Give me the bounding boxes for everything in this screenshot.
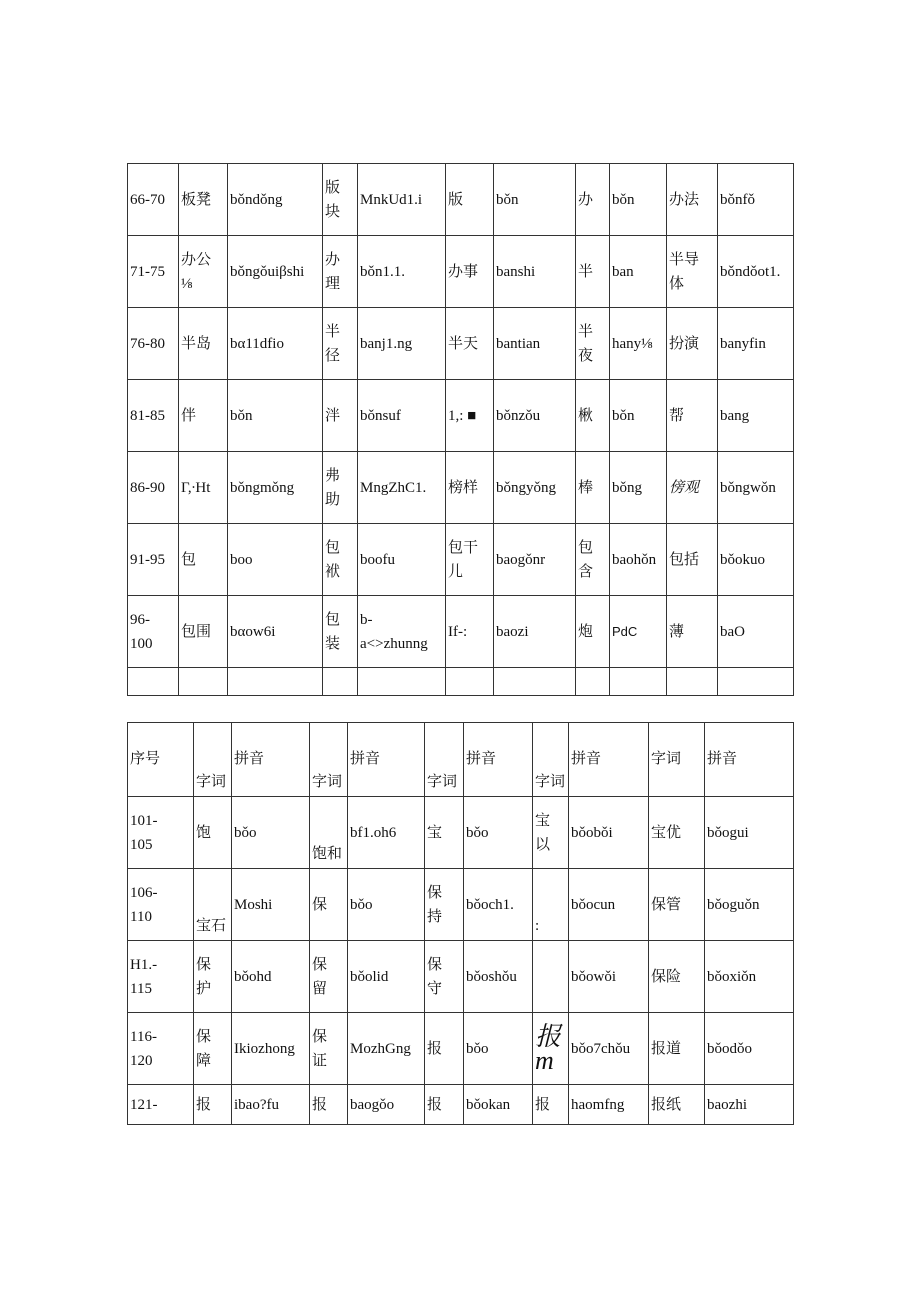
pinyin-cell: ibao?fu	[232, 1085, 310, 1125]
pinyin-cell: bǒn	[494, 164, 576, 236]
word-cell: 榜样	[446, 452, 494, 524]
row-range-cell: 86-90	[128, 452, 179, 524]
pinyin-cell: bf1.oh6	[348, 797, 425, 869]
word-cell: 半岛	[179, 308, 228, 380]
pinyin-cell	[494, 668, 576, 696]
word-cell: 棒	[576, 452, 610, 524]
pinyin-cell: bǒokuo	[718, 524, 794, 596]
word-cell: 饱和	[310, 797, 348, 869]
pinyin-cell: bǒndǒot1.	[718, 236, 794, 308]
pinyin-cell: bǒobǒi	[569, 797, 649, 869]
word-cell: 保 证	[310, 1013, 348, 1085]
word-cell: 包括	[667, 524, 718, 596]
pinyin-cell: banj1.ng	[358, 308, 446, 380]
pinyin-cell: baogǒnr	[494, 524, 576, 596]
pinyin-cell: bα11dfio	[228, 308, 323, 380]
row-range-cell: 81-85	[128, 380, 179, 452]
word-cell	[179, 668, 228, 696]
word-cell: 包 装	[323, 596, 358, 668]
pinyin-cell: haomfng	[569, 1085, 649, 1125]
word-cell: 保	[310, 869, 348, 941]
table-row	[128, 869, 794, 941]
word-cell: 版 块	[323, 164, 358, 236]
header-word: 字词	[194, 723, 232, 797]
pinyin-cell: bǒoch1.	[464, 869, 533, 941]
pinyin-cell: bǒogui	[705, 797, 794, 869]
table-row	[128, 1013, 794, 1085]
word-cell: 报	[533, 1085, 569, 1125]
pinyin-cell: baozhi	[705, 1085, 794, 1125]
header-pinyin: 拼音	[348, 723, 425, 797]
row-range-cell: 106- 110	[128, 869, 194, 941]
row-range-cell: 101- 105	[128, 797, 194, 869]
word-cell: 弗 助	[323, 452, 358, 524]
pinyin-cell: bang	[718, 380, 794, 452]
word-cell: 宝优	[649, 797, 705, 869]
word-cell: If-:	[446, 596, 494, 668]
word-cell: 傍观	[667, 452, 718, 524]
table-row	[128, 236, 794, 308]
pinyin-cell: bǒoshǒu	[464, 941, 533, 1013]
word-cell: 伴	[179, 380, 228, 452]
header-index: 序号	[128, 723, 194, 797]
word-cell: 包 含	[576, 524, 610, 596]
header-word: 字词	[649, 723, 705, 797]
pinyin-cell: bǒolid	[348, 941, 425, 1013]
header-pinyin: 拼音	[464, 723, 533, 797]
pinyin-cell: bǒn	[610, 380, 667, 452]
pinyin-cell: ban	[610, 236, 667, 308]
table-row	[128, 452, 794, 524]
word-cell: 半天	[446, 308, 494, 380]
word-cell: 报道	[649, 1013, 705, 1085]
pinyin-cell: banyfin	[718, 308, 794, 380]
word-cell: 宝 以	[533, 797, 569, 869]
word-cell: 报	[425, 1085, 464, 1125]
pinyin-cell: bǒoxiǒn	[705, 941, 794, 1013]
word-cell: 薄	[667, 596, 718, 668]
word-cell: 办	[576, 164, 610, 236]
pinyin-cell: Ikiozhong	[232, 1013, 310, 1085]
pinyin-cell: bǒo	[348, 869, 425, 941]
pinyin-cell: Moshi	[232, 869, 310, 941]
pinyin-cell: bǒo	[464, 1013, 533, 1085]
table-row	[128, 524, 794, 596]
word-cell: Γ,∙Ht	[179, 452, 228, 524]
word-cell: 报	[310, 1085, 348, 1125]
word-cell: 包	[179, 524, 228, 596]
pinyin-cell: PdC	[610, 596, 667, 668]
word-cell: :	[533, 869, 569, 941]
word-cell: 版	[446, 164, 494, 236]
word-cell: 报	[425, 1013, 464, 1085]
word-cell: 报 m	[533, 1013, 569, 1085]
row-range-cell: 121-	[128, 1085, 194, 1125]
pinyin-cell: bǒoguǒn	[705, 869, 794, 941]
pinyin-cell: boofu	[358, 524, 446, 596]
table-row	[128, 380, 794, 452]
table-row	[128, 164, 794, 236]
row-range-cell	[128, 668, 179, 696]
word-cell	[667, 668, 718, 696]
pinyin-cell: MnkUd1.i	[358, 164, 446, 236]
word-cell: 饱	[194, 797, 232, 869]
word-cell: 办 理	[323, 236, 358, 308]
pinyin-cell: bǒngmǒng	[228, 452, 323, 524]
table-row	[128, 941, 794, 1013]
pinyin-cell: bǒngwǒn	[718, 452, 794, 524]
word-cell: 扮演	[667, 308, 718, 380]
header-word: 字词	[310, 723, 348, 797]
word-cell: 宝	[425, 797, 464, 869]
word-cell	[576, 668, 610, 696]
word-cell: 楸	[576, 380, 610, 452]
word-cell: 包干 儿	[446, 524, 494, 596]
pinyin-cell: MozhGng	[348, 1013, 425, 1085]
word-cell: 半导 体	[667, 236, 718, 308]
pinyin-cell: b- a<>zhunng	[358, 596, 446, 668]
word-cell	[533, 941, 569, 1013]
row-range-cell: 116- 120	[128, 1013, 194, 1085]
pinyin-cell	[718, 668, 794, 696]
pinyin-cell: bǒo	[232, 797, 310, 869]
row-range-cell: 71-75	[128, 236, 179, 308]
pinyin-cell: bαow6i	[228, 596, 323, 668]
word-cell: 保 护	[194, 941, 232, 1013]
pinyin-cell: baozi	[494, 596, 576, 668]
pinyin-cell: bǒngǒuiβshi	[228, 236, 323, 308]
pinyin-cell: bǒn1.1.	[358, 236, 446, 308]
pinyin-cell: baogǒo	[348, 1085, 425, 1125]
pinyin-cell: bǒohd	[232, 941, 310, 1013]
pinyin-cell	[358, 668, 446, 696]
pinyin-table-1	[127, 163, 794, 696]
header-pinyin: 拼音	[569, 723, 649, 797]
word-cell: 保 守	[425, 941, 464, 1013]
row-range-cell: 66-70	[128, 164, 179, 236]
word-cell: 报	[194, 1085, 232, 1125]
row-range-cell: 96- 100	[128, 596, 179, 668]
word-cell: 宝石	[194, 869, 232, 941]
pinyin-cell: bǒokan	[464, 1085, 533, 1125]
pinyin-cell	[610, 668, 667, 696]
pinyin-cell: bǒngyǒng	[494, 452, 576, 524]
pinyin-cell	[228, 668, 323, 696]
word-cell: 保险	[649, 941, 705, 1013]
word-cell	[323, 668, 358, 696]
pinyin-cell: baohǒn	[610, 524, 667, 596]
pinyin-cell: bǒn	[228, 380, 323, 452]
pinyin-cell: banshi	[494, 236, 576, 308]
pinyin-cell: hany⅛	[610, 308, 667, 380]
word-cell: 半 径	[323, 308, 358, 380]
pinyin-cell: bǒng	[610, 452, 667, 524]
pinyin-cell: boo	[228, 524, 323, 596]
word-cell: 半 夜	[576, 308, 610, 380]
pinyin-cell: MngZhC1.	[358, 452, 446, 524]
pinyin-cell: bǒnzǒu	[494, 380, 576, 452]
word-cell: 报纸	[649, 1085, 705, 1125]
row-range-cell: 76-80	[128, 308, 179, 380]
table-row	[128, 308, 794, 380]
row-range-cell: H1.- 115	[128, 941, 194, 1013]
word-cell: 保 留	[310, 941, 348, 1013]
header-row	[128, 723, 794, 797]
word-cell: 办事	[446, 236, 494, 308]
pinyin-cell: bǒocun	[569, 869, 649, 941]
pinyin-cell: bǒo	[464, 797, 533, 869]
word-cell: 炮	[576, 596, 610, 668]
pinyin-cell: bǒo7chǒu	[569, 1013, 649, 1085]
header-pinyin: 拼音	[232, 723, 310, 797]
pinyin-cell: bǒn	[610, 164, 667, 236]
word-cell: 泮	[323, 380, 358, 452]
pinyin-cell: bantian	[494, 308, 576, 380]
pinyin-cell: bǒowǒi	[569, 941, 649, 1013]
word-cell: 板凳	[179, 164, 228, 236]
word-cell: 保 持	[425, 869, 464, 941]
word-cell: 包围	[179, 596, 228, 668]
word-cell: 1,: ■	[446, 380, 494, 452]
header-word: 字词	[533, 723, 569, 797]
header-word: 字词	[425, 723, 464, 797]
header-pinyin: 拼音	[705, 723, 794, 797]
row-range-cell: 91-95	[128, 524, 179, 596]
word-cell: 办法	[667, 164, 718, 236]
pinyin-cell: bǒnsuf	[358, 380, 446, 452]
word-cell: 包 袱	[323, 524, 358, 596]
table-row	[128, 596, 794, 668]
pinyin-table-2	[127, 722, 794, 1125]
pinyin-cell: bǒodǒo	[705, 1013, 794, 1085]
pinyin-cell: baO	[718, 596, 794, 668]
table-row	[128, 668, 794, 696]
word-cell: 半	[576, 236, 610, 308]
word-cell: 保 障	[194, 1013, 232, 1085]
table-row	[128, 797, 794, 869]
word-cell: 办公 ⅛	[179, 236, 228, 308]
word-cell: 帮	[667, 380, 718, 452]
pinyin-cell: bǒnfǒ	[718, 164, 794, 236]
pinyin-cell: bǒndǒng	[228, 164, 323, 236]
word-cell	[446, 668, 494, 696]
table-row	[128, 1085, 794, 1125]
word-cell: 保管	[649, 869, 705, 941]
